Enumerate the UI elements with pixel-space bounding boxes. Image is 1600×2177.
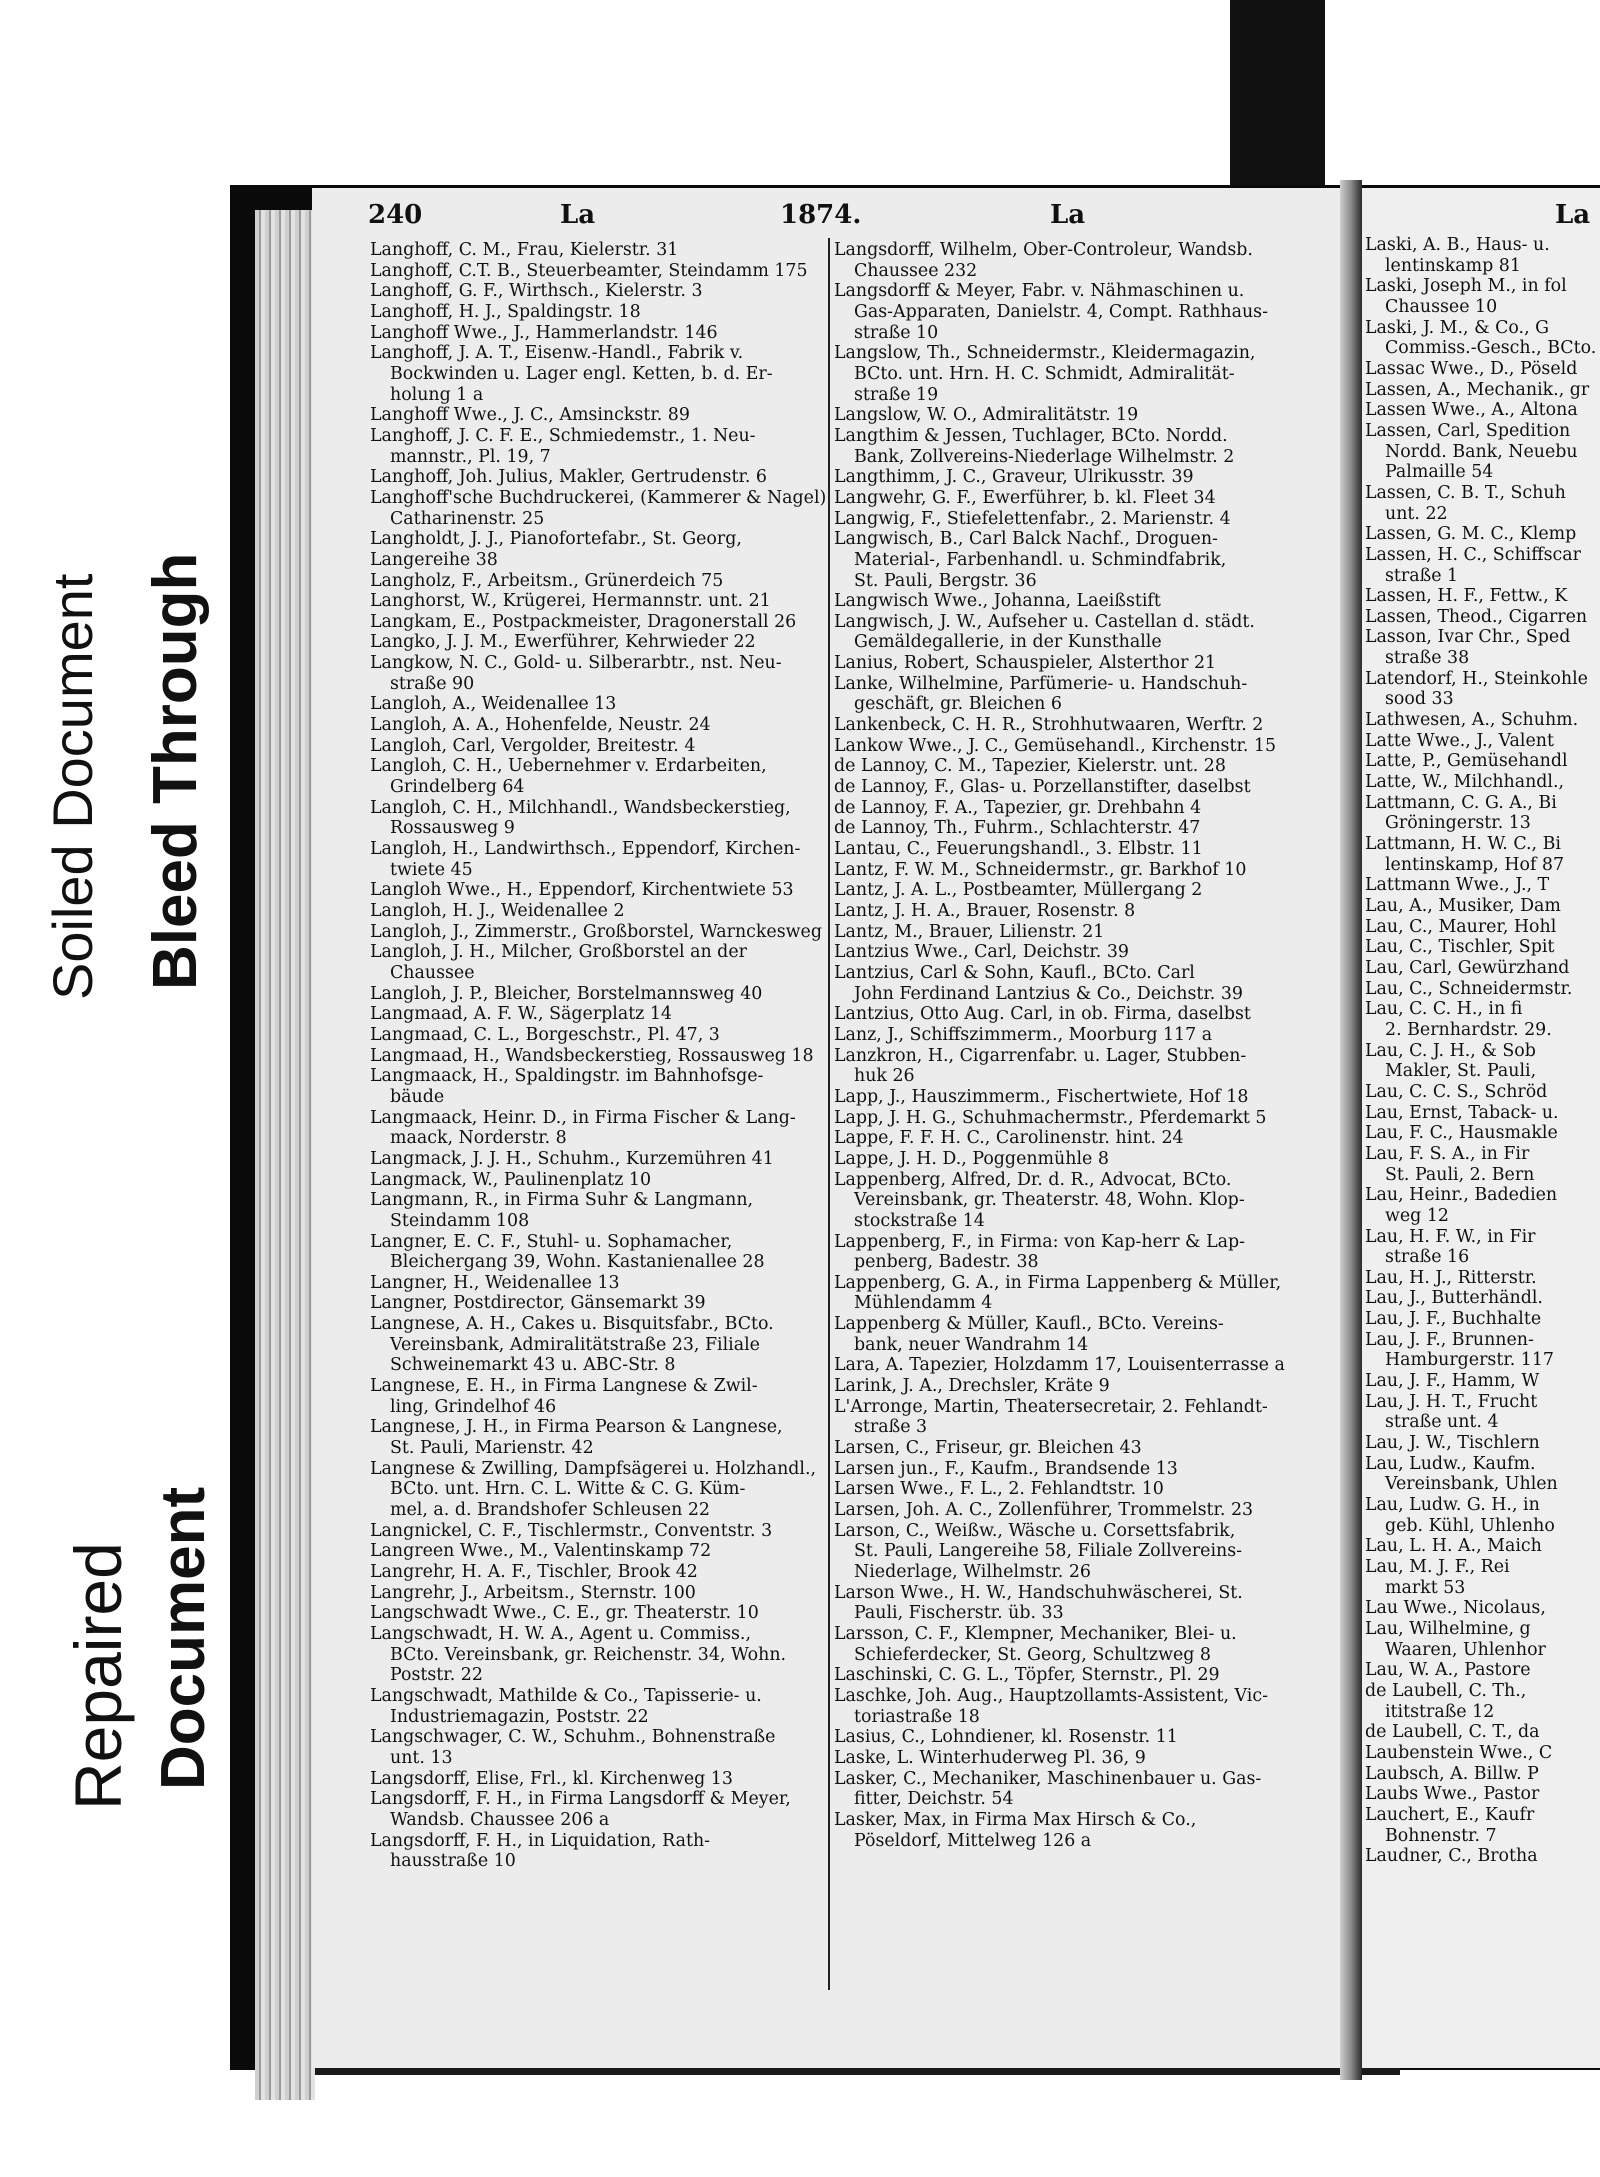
directory-entry: Lau, J. W., Tischlern — [1365, 1433, 1540, 1454]
directory-entry: Langhoff, J. C. F. E., Schmiedemstr., 1. Neu- — [370, 425, 756, 446]
directory-entry: Laschke, Joh. Aug., Hauptzollamts-Assistent, Vic- — [834, 1685, 1268, 1706]
label-soiled-document: Soiled Document — [41, 573, 104, 1000]
directory-entry: de Lannoy, C. M., Tapezier, Kielerstr. unt. 28 — [834, 756, 1226, 777]
directory-entry: Lau, Ludw., Kaufm. — [1365, 1453, 1536, 1474]
directory-entry: Langhoff, C. M., Frau, Kielerstr. 31 — [370, 240, 679, 260]
directory-entry: Langloh, J. H., Milcher, Großborstel an der — [370, 942, 747, 963]
directory-entry: Lantz, F. W. M., Schneidermstr., gr. Barkhof 10 — [834, 859, 1247, 880]
directory-entry: Gröningerstr. 13 — [1385, 813, 1531, 834]
directory-entry: Langloh, C. H., Uebernehmer v. Erdarbeiten, — [370, 756, 767, 777]
directory-entry: Lau, H. F. W., in Fir — [1365, 1226, 1536, 1247]
directory-entry: Lantzius Wwe., Carl, Deichstr. 39 — [834, 942, 1129, 963]
directory-entry: penberg, Badestr. 38 — [854, 1252, 1039, 1273]
directory-entry: Lau, Ludw. G. H., in — [1365, 1495, 1540, 1516]
directory-entry: L'Arronge, Martin, Theatersecretair, 2. Fehlandt- — [834, 1396, 1268, 1417]
directory-entry: toriastraße 18 — [854, 1706, 980, 1727]
directory-entry: Langrehr, H. A. F., Tischler, Brook 42 — [370, 1562, 698, 1582]
directory-entry: Schweinemarkt 43 u. ABC-Str. 8 — [390, 1355, 676, 1376]
directory-entry: Lapp, J. H. G., Schuhmachermstr., Pferdemarkt 5 — [834, 1107, 1267, 1128]
directory-entry: Langwig, F., Stiefelettenfabr., 2. Marienstr. 4 — [834, 508, 1231, 529]
directory-entry: Langwisch, B., Carl Balck Nachf., Droguen- — [834, 529, 1218, 550]
directory-entry: Lantzius, Carl & Sohn, Kaufl., BCto. Carl — [834, 962, 1195, 983]
directory-entry: Lankow Wwe., J. C., Gemüsehandl., Kirchenstr. 15 — [834, 735, 1277, 756]
directory-entry: Langmack, W., Paulinenplatz 10 — [370, 1169, 652, 1190]
directory-entry: Langholdt, J. J., Pianofortefabr., St. Georg, — [370, 529, 742, 550]
top-dark-strip — [1230, 0, 1325, 185]
directory-entry: Lankenbeck, C. H. R., Strohhutwaaren, Werftr. 2 — [834, 715, 1264, 736]
directory-entry: Langhoff, C.T. B., Steuerbeamter, Steindamm 175 — [370, 260, 808, 281]
directory-entry: Langslow, W. O., Admiralitätstr. 19 — [834, 405, 1139, 426]
directory-entry: Langmaad, H., Wandsbeckerstieg, Rossausweg 18 — [370, 1045, 814, 1066]
directory-entry: Bleichergang 39, Wohn. Kastanienallee 28 — [390, 1252, 765, 1273]
directory-entry: Langhorst, W., Krügerei, Hermannstr. unt. 21 — [370, 591, 771, 612]
directory-entry: maack, Norderstr. 8 — [390, 1128, 567, 1149]
directory-entry: Material-, Farbenhandl. u. Schmindfabrik, — [854, 549, 1227, 570]
directory-entry: Steindamm 108 — [390, 1210, 530, 1231]
directory-entry: lentinskamp 81 — [1385, 255, 1521, 276]
directory-entry: Langsdorff & Meyer, Fabr. v. Nähmaschinen u. — [834, 281, 1245, 302]
directory-entry: Langloh, J. P., Bleicher, Borstelmannsweg 40 — [370, 983, 763, 1004]
directory-entry: Langschwadt, Mathilde & Co., Tapisserie- u. — [370, 1685, 762, 1706]
directory-entry: Chaussee — [390, 962, 475, 983]
directory-entry: Lattmann, C. G. A., Bi — [1365, 792, 1557, 813]
directory-entry: Langloh, A., Weidenallee 13 — [370, 694, 617, 715]
directory-entry: huk 26 — [854, 1066, 915, 1087]
directory-entry: unt. 22 — [1385, 503, 1448, 524]
directory-entry: Larson, C., Weißw., Wäsche u. Corsettsfabrik, — [834, 1520, 1236, 1541]
directory-entry: Laudner, C., Brotha — [1365, 1846, 1538, 1867]
directory-entry: Lanke, Wilhelmine, Parfümerie- u. Handschuh- — [834, 673, 1248, 694]
directory-entry: St. Pauli, Bergstr. 36 — [854, 570, 1037, 591]
directory-entry: stockstraße 14 — [854, 1210, 985, 1231]
directory-entry: Langnese & Zwilling, Dampfsägerei u. Holzhandl., — [370, 1458, 817, 1479]
directory-entry: Laski, Joseph M., in fol — [1365, 276, 1567, 297]
directory-entry: Schieferdecker, St. Georg, Schultzweg 8 — [854, 1644, 1211, 1665]
directory-entry: Lau, W. A., Pastore — [1365, 1660, 1531, 1681]
directory-entry: straße 90 — [390, 673, 475, 694]
directory-entry: Langloh Wwe., H., Eppendorf, Kirchentwiete 53 — [370, 880, 794, 901]
bottom-background — [230, 2070, 1600, 2177]
directory-entry: straße 16 — [1385, 1247, 1470, 1268]
directory-entry: Vereinsbank, gr. Theaterstr. 48, Wohn. Klop- — [854, 1190, 1245, 1211]
directory-entry: Lassen, Theod., Cigarren — [1365, 606, 1588, 627]
directory-entry: straße unt. 4 — [1385, 1412, 1499, 1433]
directory-entry: Latte Wwe., J., Valent — [1365, 730, 1554, 751]
book-gutter — [1340, 180, 1362, 2080]
directory-entry: Langmaack, H., Spaldingstr. im Bahnhofsge- — [370, 1066, 764, 1087]
middle-column — [834, 240, 1294, 1851]
directory-entry: Poststr. 22 — [390, 1665, 483, 1686]
directory-entry: Lappenberg & Müller, Kaufl., BCto. Vereins- — [834, 1314, 1224, 1335]
directory-entry: Langner, H., Weidenallee 13 — [370, 1272, 620, 1293]
directory-entry: Latte, P., Gemüsehandl — [1365, 751, 1568, 772]
directory-entry: Wandsb. Chaussee 206 a — [390, 1809, 610, 1830]
directory-entry: markt 53 — [1385, 1577, 1466, 1598]
directory-entry: Langsdorff, F. H., in Firma Langsdorff & Meyer, — [370, 1789, 791, 1810]
directory-entry: Lappenberg, G. A., in Firma Lappenberg & Müller, — [834, 1272, 1282, 1293]
directory-entry: Langner, E. C. F., Stuhl- u. Sophamacher, — [370, 1231, 733, 1252]
directory-entry: Lara, A. Tapezier, Holzdamm 17, Louisenterrasse a — [834, 1355, 1285, 1376]
directory-entry: Langschwadt, H. W. A., Agent u. Commiss., — [370, 1623, 751, 1644]
directory-entry: Waaren, Uhlenhor — [1385, 1639, 1546, 1660]
directory-entry: Langhoff, G. F., Wirthsch., Kielerstr. 3 — [370, 281, 703, 302]
directory-entry: Lau, J. F., Hamm, W — [1365, 1371, 1540, 1392]
directory-entry: Lau, Heinr., Badedien — [1365, 1185, 1558, 1206]
directory-entry: Langslow, Th., Schneidermstr., Kleidermagazin, — [834, 343, 1256, 364]
label-repaired: Repaired — [61, 1542, 135, 1810]
directory-entry: Pöseldorf, Mittelweg 126 a — [854, 1830, 1092, 1851]
directory-entry: Langmaack, Heinr. D., in Firma Fischer & Lang- — [370, 1107, 796, 1128]
directory-entry: Lau, H. J., Ritterstr. — [1365, 1267, 1537, 1288]
directory-entry: Bank, Zollvereins-Niederlage Wilhelmstr. 2 — [854, 446, 1235, 467]
header-tag-right: La — [1050, 200, 1086, 230]
directory-entry: Catharinenstr. 25 — [390, 508, 545, 529]
directory-entry: Langereihe 38 — [370, 549, 498, 570]
directory-entry: Hamburgerstr. 117 — [1385, 1350, 1554, 1371]
directory-entry: Lantz, M., Brauer, Lilienstr. 21 — [834, 921, 1105, 942]
directory-entry: Langloh, Carl, Vergolder, Breitestr. 4 — [370, 735, 696, 756]
directory-entry: BCto. unt. Hrn. C. L. Witte & C. G. Küm- — [390, 1479, 746, 1500]
header-tag-left: La — [560, 200, 596, 230]
directory-entry: Lassen Wwe., A., Altona — [1365, 400, 1578, 421]
directory-entry: 2. Bernhardstr. 29. — [1385, 1019, 1552, 1040]
directory-entry: de Lannoy, Th., Fuhrm., Schlachterstr. 47 — [834, 818, 1201, 839]
directory-entry: Laubenstein Wwe., C — [1365, 1742, 1553, 1763]
directory-entry: Lantau, C., Feuerungshandl., 3. Elbstr. 11 — [834, 839, 1203, 860]
directory-entry: Langloh, J., Zimmerstr., Großborstel, Warnckesweg — [370, 921, 822, 942]
directory-entry: Langmann, R., in Firma Suhr & Langmann, — [370, 1190, 754, 1211]
directory-entry: Latte, W., Milchhandl., — [1365, 772, 1565, 793]
directory-entry: Langnese, E. H., in Firma Langnese & Zwil- — [370, 1376, 758, 1397]
directory-entry: Lau, Ernst, Taback- u. — [1365, 1102, 1559, 1123]
directory-entry: Lapp, J., Hauszimmerm., Fischertwiete, Hof 18 — [834, 1086, 1249, 1107]
directory-entry: Lassen, H. C., Schiffscar — [1365, 544, 1581, 565]
directory-entry: weg 12 — [1385, 1205, 1449, 1226]
directory-entry: Langthim & Jessen, Tuchlager, BCto. Nordd. — [834, 425, 1228, 446]
directory-entry: unt. 13 — [390, 1747, 453, 1768]
directory-entry: Grindelberg 64 — [390, 777, 525, 798]
directory-entry: Lattmann, H. W. C., Bi — [1365, 834, 1561, 855]
directory-entry: Lau, A., Musiker, Dam — [1365, 896, 1561, 916]
directory-entry: Langkam, E., Postpackmeister, Dragonerstall 26 — [370, 611, 797, 632]
directory-entry: Langhoff, H. J., Spaldingstr. 18 — [370, 301, 641, 322]
directory-entry: Lassen, A., Mechanik., gr — [1365, 379, 1590, 400]
directory-entry: Industriemagazin, Poststr. 22 — [390, 1706, 649, 1727]
directory-entry: Lassac Wwe., D., Pöseld — [1365, 358, 1578, 379]
directory-entry: Lau, J. F., Brunnen- — [1365, 1329, 1534, 1350]
directory-entry: Lau Wwe., Nicolaus, — [1365, 1598, 1546, 1619]
directory-entry: Langsdorff, Wilhelm, Ober-Controleur, Wandsb. — [834, 240, 1253, 260]
directory-entry: Langmaad, C. L., Borgeschstr., Pl. 47, 3 — [370, 1024, 720, 1045]
directory-entry: Palmaille 54 — [1385, 462, 1494, 483]
directory-entry: Larson Wwe., H. W., Handschuhwäscherei, St. — [834, 1582, 1243, 1603]
directory-entry: Lau, F. C., Hausmakle — [1365, 1123, 1558, 1144]
directory-entry: Langloh, H., Landwirthsch., Eppendorf, Kirchen- — [370, 839, 801, 860]
directory-entry: Lantz, J. H. A., Brauer, Rosenstr. 8 — [834, 901, 1136, 921]
directory-entry: Langko, J. J. M., Ewerführer, Kehrwieder 22 — [370, 632, 756, 653]
directory-entry: Langthimm, J. C., Graveur, Ulrikusstr. 39 — [834, 467, 1194, 488]
directory-entry: ling, Grindelhof 46 — [390, 1396, 557, 1417]
directory-entry: Latendorf, H., Steinkohle — [1365, 668, 1588, 689]
directory-entry: twiete 45 — [390, 859, 473, 880]
directory-entry: Lau, Wilhelmine, g — [1365, 1618, 1531, 1639]
directory-entry: Lau, L. H. A., Maich — [1365, 1536, 1542, 1557]
directory-entry: Bockwinden u. Lager engl. Ketten, b. d. Er- — [390, 363, 773, 384]
directory-entry: de Lannoy, F., Glas- u. Porzellanstifter, daselbst — [834, 777, 1251, 798]
directory-entry: Lappe, F. F. H. C., Carolinenstr. hint. 24 — [834, 1128, 1184, 1149]
directory-entry: Lau, C., Schneidermstr. — [1365, 978, 1573, 999]
directory-entry: straße 1 — [1385, 565, 1459, 586]
directory-entry: Rossausweg 9 — [390, 818, 515, 839]
directory-entry: Lappenberg, F., in Firma: von Kap-herr & Lap- — [834, 1231, 1245, 1252]
directory-entry: Langloh, A. A., Hohenfelde, Neustr. 24 — [370, 715, 711, 736]
directory-entry: Langhoff'sche Buchdruckerei, (Kammerer & Nagel) — [370, 487, 827, 508]
directory-entry: Langner, Postdirector, Gänsemarkt 39 — [370, 1293, 706, 1314]
directory-entry: Langwisch Wwe., Johanna, Laeißstift — [834, 591, 1161, 612]
directory-entry: Langschwager, C. W., Schuhm., Bohnenstraße — [370, 1727, 776, 1748]
directory-entry: de Laubell, C. Th., — [1365, 1680, 1527, 1701]
directory-entry: hausstraße 10 — [390, 1851, 516, 1872]
directory-entry: geb. Kühl, Uhlenho — [1385, 1515, 1555, 1536]
directory-entry: Lanz, J., Schiffszimmerm., Moorburg 117 a — [834, 1024, 1213, 1045]
directory-entry: straße 19 — [854, 384, 939, 405]
directory-entry: Chaussee 232 — [854, 260, 978, 281]
header-year: 1874. — [780, 200, 862, 230]
directory-entry: Langwisch, J. W., Aufseher u. Castellan d. städt. — [834, 611, 1255, 632]
directory-entry: Lau, J., Butterhändl. — [1365, 1288, 1543, 1309]
directory-entry: de Laubell, C. T., da — [1365, 1722, 1540, 1743]
directory-entry: Langkow, N. C., Gold- u. Silberarbtr., nst. Neu- — [370, 653, 782, 674]
directory-entry: Makler, St. Pauli, — [1385, 1061, 1537, 1082]
directory-entry: Lappe, J. H. D., Poggenmühle 8 — [834, 1148, 1109, 1169]
directory-entry: Laubs Wwe., Pastor — [1365, 1784, 1540, 1805]
right-page-header-tag: La — [1555, 200, 1591, 230]
directory-entry: Langnese, J. H., in Firma Pearson & Langnese, — [370, 1417, 783, 1438]
directory-entry: Vereinsbank, Admiralitätstraße 23, Filiale — [390, 1334, 760, 1355]
label-repaired-document: Document — [149, 1486, 218, 1790]
directory-entry: Larink, J. A., Drechsler, Kräte 9 — [834, 1376, 1110, 1397]
directory-entry: Langschwadt Wwe., C. E., gr. Theaterstr. 10 — [370, 1603, 759, 1624]
directory-entry: Mühlendamm 4 — [854, 1293, 993, 1314]
directory-entry: Lattmann Wwe., J., T — [1365, 875, 1550, 896]
directory-entry: bank, neuer Wandrahm 14 — [854, 1334, 1089, 1355]
top-background — [230, 0, 1230, 185]
directory-entry: Langnickel, C. F., Tischlermstr., Conventstr. 3 — [370, 1520, 773, 1541]
directory-entry: Gas-Apparaten, Danielstr. 4, Compt. Rathhaus- — [854, 301, 1268, 322]
directory-entry: Vereinsbank, Uhlen — [1385, 1474, 1558, 1495]
directory-entry: lentinskamp, Hof 87 — [1385, 854, 1565, 875]
directory-entry: Langhoff, Joh. Julius, Makler, Gertrudenstr. 6 — [370, 467, 767, 488]
directory-entry: Langmaad, A. F. W., Sägerplatz 14 — [370, 1004, 672, 1025]
directory-entry: Larsen jun., F., Kaufm., Brandsende 13 — [834, 1458, 1178, 1479]
directory-entry: straße 3 — [854, 1417, 928, 1438]
directory-entry: Langhoff, J. A. T., Eisenw.-Handl., Fabrik v. — [370, 343, 744, 364]
directory-entry: St. Pauli, 2. Bern — [1385, 1164, 1535, 1185]
directory-entry: Lau, J. F., Buchhalte — [1365, 1309, 1542, 1330]
directory-entry: Langrehr, J., Arbeitsm., Sternstr. 100 — [370, 1582, 696, 1603]
directory-entry: Lasson, Ivar Chr., Sped — [1365, 627, 1571, 648]
directory-entry: Commiss.-Gesch., BCto. — [1385, 338, 1597, 359]
top-background-right — [1325, 0, 1600, 185]
directory-entry: Laschinski, C. G. L., Töpfer, Sternstr., Pl. 29 — [834, 1665, 1220, 1686]
directory-entry: St. Pauli, Langereihe 58, Filiale Zollvereins- — [854, 1541, 1243, 1562]
directory-entry: St. Pauli, Marienstr. 42 — [390, 1438, 594, 1459]
directory-entry: Lau, C., Tischler, Spit — [1365, 937, 1555, 958]
directory-entry: straße 10 — [854, 322, 939, 343]
directory-entry: Langloh, C. H., Milchhandl., Wandsbeckerstieg, — [370, 797, 791, 818]
directory-entry: Langwehr, G. F., Ewerführer, b. kl. Fleet 34 — [834, 487, 1216, 508]
directory-entry: Lau, F. S. A., in Fir — [1365, 1143, 1530, 1164]
directory-entry: Lassen, H. F., Fettw., K — [1365, 586, 1568, 607]
directory-entry: Bohnenstr. 7 — [1385, 1825, 1497, 1846]
directory-entry: Lasker, Max, in Firma Max Hirsch & Co., — [834, 1809, 1197, 1830]
directory-entry: geschäft, gr. Bleichen 6 — [854, 694, 1062, 715]
directory-entry: de Lannoy, F. A., Tapezier, gr. Drehbahn 4 — [834, 797, 1202, 818]
directory-entry: BCto. Vereinsbank, gr. Reichenstr. 34, Wohn. — [390, 1644, 787, 1665]
directory-entry: Lantzius, Otto Aug. Carl, in ob. Firma, daselbst — [834, 1004, 1251, 1025]
directory-entry: Langsdorff, Elise, Frl., kl. Kirchenweg 13 — [370, 1768, 733, 1789]
directory-entry: Lasius, C., Lohndiener, kl. Rosenstr. 11 — [834, 1727, 1178, 1748]
directory-entry: bäude — [390, 1086, 445, 1107]
directory-entry: Langholz, F., Arbeitsm., Grünerdeich 75 — [370, 570, 724, 591]
right-column — [1365, 235, 1600, 1867]
directory-entry: Langnese, A. H., Cakes u. Bisquitsfabr., BCto. — [370, 1314, 774, 1335]
directory-entry: Lassen, G. M. C., Klemp — [1365, 524, 1577, 545]
directory-entry: Lathwesen, A., Schuhm. — [1365, 710, 1579, 731]
directory-entry: Lau, M. J. F., Rei — [1365, 1557, 1510, 1577]
page-number: 240 — [368, 200, 423, 230]
directory-entry: holung 1 a — [390, 384, 484, 405]
directory-entry: Lau, C. C. H., in fi — [1365, 999, 1523, 1020]
directory-entry: Langhoff Wwe., J., Hammerlandstr. 146 — [370, 322, 718, 343]
directory-entry: John Ferdinand Lantzius & Co., Deichstr. 39 — [854, 983, 1243, 1004]
directory-entry: Larsen, C., Friseur, gr. Bleichen 43 — [834, 1438, 1142, 1459]
directory-entry: Gemäldegallerie, in der Kunsthalle — [854, 632, 1162, 653]
directory-entry: Laske, L. Winterhuderweg Pl. 36, 9 — [834, 1747, 1146, 1768]
directory-entry: Langmack, J. J. H., Schuhm., Kurzemühren 41 — [370, 1148, 774, 1169]
directory-entry: sood 33 — [1385, 689, 1454, 710]
directory-entry: Lappenberg, Alfred, Dr. d. R., Advocat, BCto. — [834, 1169, 1232, 1190]
directory-entry: mannstr., Pl. 19, 7 — [390, 446, 551, 467]
directory-entry: Lau, C., Maurer, Hohl — [1365, 916, 1557, 937]
directory-entry: ititstraße 12 — [1385, 1701, 1495, 1722]
directory-entry: Niederlage, Wilhelmstr. 26 — [854, 1562, 1091, 1582]
directory-entry: Larsen, Joh. A. C., Zollenführer, Trommelstr. 23 — [834, 1500, 1254, 1521]
directory-entry: straße 38 — [1385, 648, 1470, 669]
directory-entry: fitter, Deichstr. 54 — [854, 1789, 1014, 1810]
directory-entry: Langreen Wwe., M., Valentinskamp 72 — [370, 1541, 712, 1562]
directory-entry: Laski, J. M., & Co., G — [1365, 317, 1550, 338]
directory-entry: mel, a. d. Brandshofer Schleusen 22 — [390, 1500, 710, 1521]
page-edge-stack — [255, 210, 315, 2100]
directory-entry: Lau, Carl, Gewürzhand — [1365, 957, 1570, 978]
directory-entry: Laski, A. B., Haus- u. — [1365, 235, 1550, 255]
directory-entry: Lau, C. J. H., & Sob — [1365, 1040, 1536, 1061]
label-bleed-through: Bleed Through — [141, 552, 210, 990]
directory-entry: Lau, J. H. T., Frucht — [1365, 1391, 1538, 1412]
directory-entry: Lassen, C. B. T., Schuh — [1365, 482, 1566, 503]
directory-entry: Lasker, C., Mechaniker, Maschinenbauer u. Gas- — [834, 1768, 1262, 1789]
directory-entry: Larsen Wwe., F. L., 2. Fehlandtstr. 10 — [834, 1479, 1164, 1500]
directory-entry: BCto. unt. Hrn. H. C. Schmidt, Admiralität- — [854, 363, 1235, 384]
directory-entry: Lauchert, E., Kaufr — [1365, 1804, 1535, 1825]
directory-entry: Lassen, Carl, Spedition — [1365, 420, 1571, 441]
directory-entry: Chaussee 10 — [1385, 296, 1498, 317]
directory-entry: Lanzkron, H., Cigarrenfabr. u. Lager, Stubben- — [834, 1045, 1247, 1066]
directory-entry: Nordd. Bank, Neuebu — [1385, 441, 1578, 462]
directory-entry: Langsdorff, F. H., in Liquidation, Rath- — [370, 1830, 711, 1851]
left-column — [370, 240, 830, 1872]
directory-entry: Pauli, Fischerstr. üb. 33 — [854, 1603, 1064, 1624]
directory-entry: Langhoff Wwe., J. C., Amsinckstr. 89 — [370, 405, 690, 426]
directory-entry: Lantz, J. A. L., Postbeamter, Müllergang 2 — [834, 880, 1203, 901]
directory-entry: Langloh, H. J., Weidenallee 2 — [370, 901, 625, 921]
directory-entry: Lanius, Robert, Schauspieler, Alsterthor 21 — [834, 653, 1217, 674]
directory-entry: Larsson, C. F., Klempner, Mechaniker, Blei- u. — [834, 1623, 1237, 1644]
directory-entry: Lau, C. C. S., Schröd — [1365, 1081, 1548, 1102]
directory-entry: Laubsch, A. Billw. P — [1365, 1763, 1539, 1784]
